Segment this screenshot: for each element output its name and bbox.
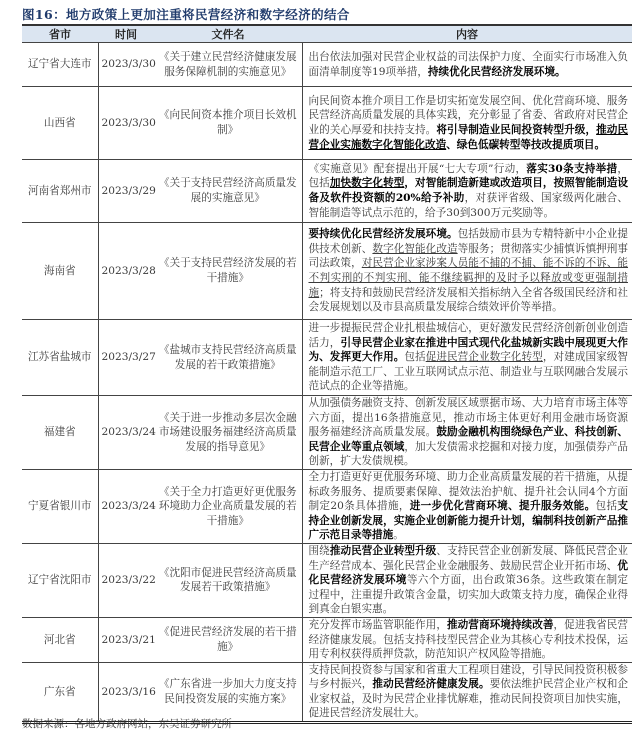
region-cell: 江苏省盐城市 [22,320,98,396]
region-cell: 福建省 [22,396,98,470]
table-row [22,43,632,87]
content-text: ，对获评省级、国家级两化融合、智能制造等试点示范的，给予30到300万元奖励等。 [308,192,629,219]
highlighted-text: 引导民营企业家在推进中国式现代化盐城新实践中展现更大作为、发挥更大作用。 [308,336,629,364]
figure-title: 图16：地方政策上更加注重将民营经济和数字经济的结合 [22,7,350,22]
content-text: 支持民间投资参与国家和省重大工程项目建设，引导民间投资积极参与乡村振兴， [308,663,628,691]
table-header-row [22,25,632,43]
file-name-cell: 《关于建立民营经济健康发展服务保障机制的实施意见》 [154,43,302,87]
table-row [22,543,632,617]
content-text: 围绕 [308,544,330,557]
content-text: 进一步提振民营企业扎根盐城信心，更好激发民营经济创新创业创造活力， [308,322,628,349]
file-name-cell: 《关于支持民营经济发展的若干措施》 [154,223,302,320]
table-row [22,160,632,223]
content-text: 促进民营企业数字化转型 [425,351,543,364]
highlighted-text: 支持企业创新发展，实施企业创新能力提升计划，编制科技创新产品推广示范目录等措施 [308,500,628,542]
policy-table [22,24,632,724]
table-row [22,617,632,662]
date-cell: 2023/3/27 [98,320,154,396]
content-cell [302,160,632,223]
file-name-cell: 《盐城市支持民营经济高质量发展的若干政策措施》 [154,320,302,396]
content-cell [302,396,632,470]
content-text: 从加强债务融资支持、创新发展区域票据市场、大力培育市场主体等六方面，提出16条措施意见，推动市场主体更好利用金融市场资源服务福建经济高质量发展。 [308,397,628,439]
content-cell [302,543,632,617]
file-name-cell: 《关于全力打造更好更优服务环境助力企业高质量发展的若干措施》 [154,469,302,543]
content-text: 数字化智能化改造 [372,242,458,255]
date-cell: 2023/3/16 [98,662,154,722]
date-cell: 2023/3/24 [98,396,154,470]
file-name-cell: 《广东省进一步加大力度支持民间投资发展的实施方案》 [154,662,302,722]
region-cell: 宁夏省银川市 [22,469,98,543]
content-text: ，促进我省民营经济健康发展。包括支持科技型民营企业为其核心专利技术投保，运用专利权获得质押贷款，防范知识产权风险等措施。 [308,618,629,661]
content-text: 充分发挥市场监管职能作用， [308,618,447,631]
highlighted-text: 落实30条支持举措 [526,162,618,175]
file-name-cell: 《关于支持民营经济高质量发展的实施意见》 [154,160,302,223]
content-text: 对民营企业家涉案人员能不捕的不捕、能不诉的不诉、能不判实刑的不判实刑、能不继续羁押的及时予以释放或变更强制措施 [308,257,629,299]
file-name-cell: 《关于进一步推动多层次金融市场建设服务福建经济高质量发展的指导意见》 [154,396,302,470]
content-text: 包括 [595,500,618,513]
highlighted-text: 将引导制造业民间投资转型升级， [436,124,597,136]
header-region: 省市 [22,25,98,43]
highlighted-text: 要持续优化民营经济发展环境。 [308,228,458,241]
content-cell [302,87,632,160]
content-cell [302,662,632,722]
date-cell: 2023/3/28 [98,223,154,320]
date-cell: 2023/3/30 [98,43,154,87]
table-row [22,320,632,396]
date-cell: 2023/3/30 [98,87,154,160]
highlighted-text: 持续优化民营经济发展环境。 [427,65,566,78]
highlighted-text: 推动民营经济健康发展。 [372,678,490,691]
date-cell: 2023/3/22 [98,543,154,617]
header-content: 内容 [302,25,632,43]
header-file: 文件名 [154,25,302,43]
highlighted-text: 推动民营企业转型升级 [329,544,437,557]
content-text: 《实施意见》配套提出开展“七大专项”行动， [308,162,527,175]
region-cell: 辽宁省沈阳市 [22,543,98,617]
content-text: 出台依法加强对民营企业权益的司法保护力度、全面实行市场准入负面清单制度等19项举措， [308,50,628,78]
highlighted-text: 推动民营企业实施数字化智能化改造 [308,124,629,151]
table-row [22,223,632,320]
content-cell [302,223,632,320]
content-text: 、支持民营企业创新发展、降低民营企业生产经营成本、强化民营企业金融服务、鼓励民营企业开拓市场、 [308,544,629,572]
table-row [22,662,632,722]
highlighted-text: ，对智能制造新建或改造项目，按照智能制造设备及软件投资额的20%给予补助 [308,177,629,204]
region-cell: 山西省 [22,87,98,160]
content-cell [302,43,632,87]
date-cell: 2023/3/21 [98,617,154,662]
date-cell: 2023/3/24 [98,469,154,543]
content-text: 等六个方面，出台政策36条。这些政策在制定过程中，注重提升政策含金量，切实加大政策支持力度，确保企业得到真金白银实惠。 [308,574,629,616]
file-name-cell: 《促进民营经济发展的若干措施》 [154,617,302,662]
content-text: ，包括 [308,162,628,190]
region-cell: 河南省郑州市 [22,160,98,223]
highlighted-text: 鼓励金融机构围绕绿色产业、科技创新、民营企业等重点领域 [308,426,629,453]
content-text: ；将支持和鼓励民营经济发展相关指标纳入全省各级国民经济和社会发展规划以及市县高质量发展综合绩效评价等举措。 [308,286,629,314]
table-row [22,396,632,470]
content-text: ，加大发债需求挖掘和对接力度，加强债券产品创新，扩大发债规模。 [308,440,629,468]
region-cell: 海南省 [22,223,98,320]
content-text: 要依法维护民营企业产权和企业家权益，及时为民营企业排忧解难，推动民间投资项目加快实施，促进民营经济发展壮大。 [308,678,629,720]
highlighted-text: 推动营商环境持续改善 [446,618,554,631]
content-cell [302,617,632,662]
content-cell [302,469,632,543]
content-text: 全力打造更好更优服务环境、助力企业高质量发展的若干措施，从提标政务服务、提质要素保障、提效法治护航、提升社会认同4个方面制定20条具体措施， [308,470,628,513]
highlighted-text: 加快数字化转型 [329,177,405,190]
region-cell: 河北省 [22,617,98,662]
content-text: 包括 [404,351,426,364]
content-text: 包括鼓励市县为专精特新中小企业提供技术创新、 [308,228,629,255]
content-text: 等服务；贯彻落实少捕慎诉慎押刑事司法政策， [308,242,629,270]
content-text: 。 [393,529,404,542]
file-name-cell: 《沈阳市促进民营经济高质量发展若干政策措施》 [154,543,302,617]
highlighted-text: 进一步优化营商环境、提升服务效能。 [409,500,596,513]
table-row [22,469,632,543]
table-row [22,87,632,160]
highlighted-text: 优化民营经济发展环境 [308,559,628,587]
content-text: 向民间资本推介项目工作是切实拓宽发展空间、优化营商环境、服务民营经济高质量发展的具体实践，充分彰显了省委、省政府对民营企业的关心厚爱和扶持支持。 [308,94,628,136]
date-cell: 2023/3/29 [98,160,154,223]
region-cell: 辽宁省大连市 [22,43,98,87]
file-name-cell: 《向民间资本推介项目长效机制》 [154,87,302,160]
content-text: ，对建成国家级智能制造示范工厂、工业互联网试点示范、制造业与互联网融合发展示范试点的企业等措施。 [308,351,629,393]
highlighted-text: 、绿色低碳转型等技改提质项目。 [446,138,606,151]
source-note: 数据来源：各地方政府网站，东吴证券研究所 [22,718,232,730]
region-cell: 广东省 [22,662,98,722]
header-date: 时间 [98,25,154,43]
content-cell [302,320,632,396]
